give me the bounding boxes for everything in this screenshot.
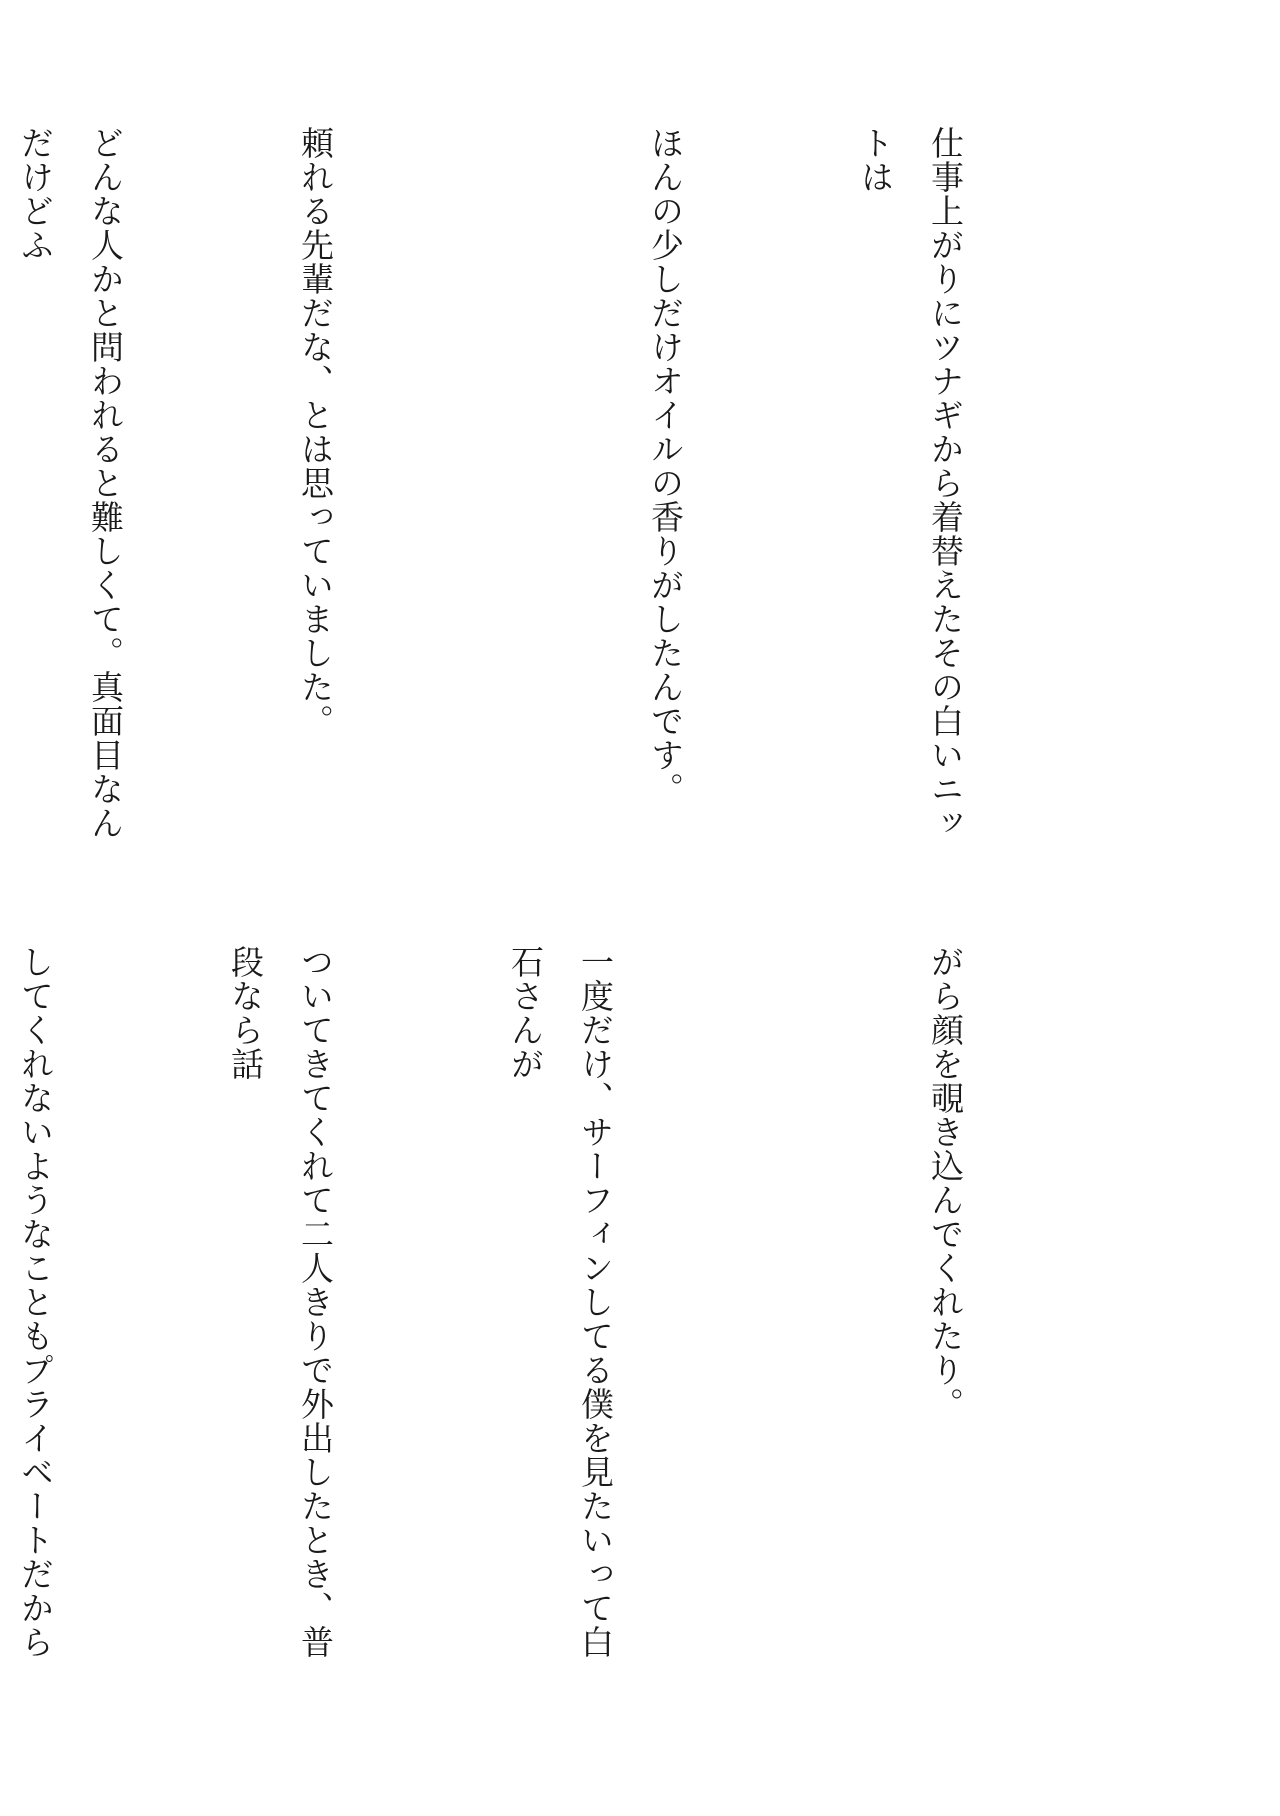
text-line: 仕事上がりにツナギから着替えたその白いニットは bbox=[856, 126, 965, 840]
text-line: どんな人かと問われると難しくて。真面目なんだけどふ bbox=[16, 126, 125, 840]
text-line: 一度だけ、サーフィンしてる僕を見たいって白石さんが bbox=[506, 945, 615, 1659]
text-line: してくれないようなこともプライベートだから bbox=[16, 945, 55, 1659]
text-line: ついてきてくれて二人きりで外出したとき、普段なら話 bbox=[226, 945, 335, 1659]
text-line: 頼れる先輩だな、とは思っていました。 bbox=[296, 126, 335, 738]
text-line: がら顔を覗き込んでくれたり。 bbox=[926, 945, 965, 1421]
text-block-bottom bbox=[16, 945, 1120, 1680]
text-block-top bbox=[16, 126, 1120, 861]
text-line: ほんの少しだけオイルの香りがしたんです。 bbox=[646, 126, 685, 806]
